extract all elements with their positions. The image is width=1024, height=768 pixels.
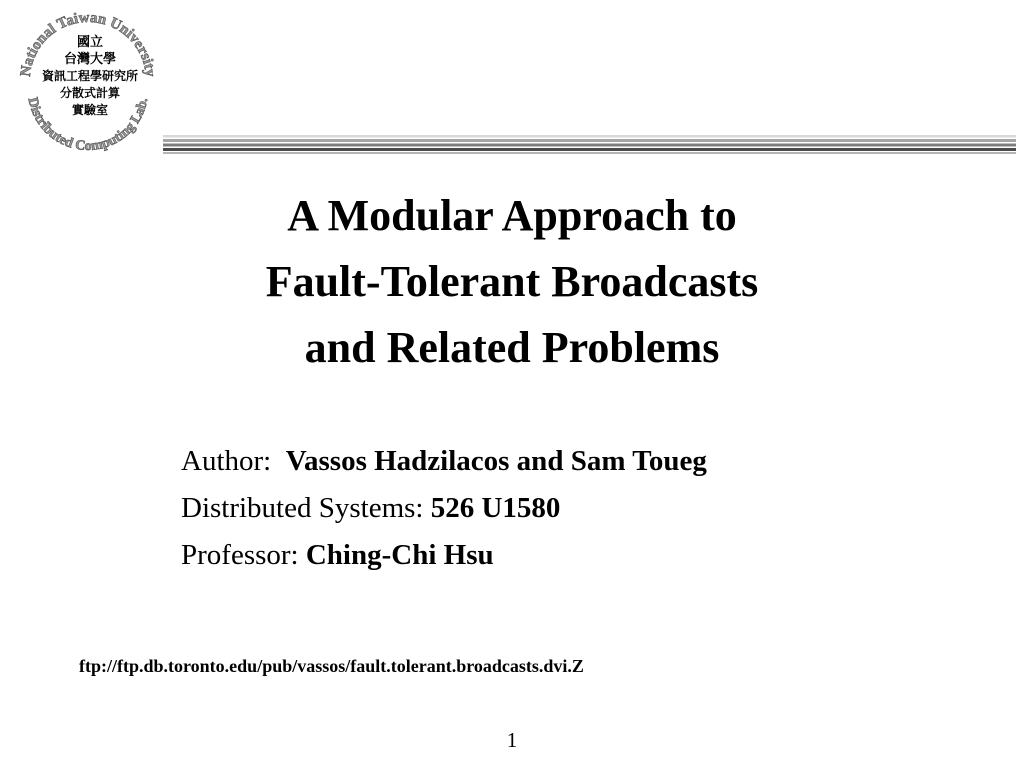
slide-meta [181,438,707,579]
svg-text:實驗室: 實驗室 [71,103,109,117]
svg-text:台灣大學: 台灣大學 [63,52,117,67]
professor-value: Ching-Chi Hsu [305,539,494,571]
professor-row [181,532,707,579]
course-value: 526 U1580 [430,492,561,524]
course-label: Distributed Systems: [181,492,424,524]
author-label: Author: [181,445,272,477]
svg-text:分散式計算: 分散式計算 [59,86,121,100]
professor-label: Professor: [181,539,299,571]
svg-text:國立: 國立 [76,35,104,50]
author-value: Vassos Hadzilacos and Sam Toueg [285,445,707,477]
page-number: 1 [506,728,518,752]
course-row [181,485,707,532]
svg-text:資訊工程學研究所: 資訊工程學研究所 [41,69,139,83]
lab-logo-emblem [8,2,168,162]
title-line-2: Fault-Tolerant Broadcasts [265,257,759,306]
slide-title [0,183,1024,381]
svg-text:National Taiwan University: National Taiwan University [17,9,158,78]
svg-text:Distributed Computing Lab.: Distributed Computing Lab. [24,96,152,155]
lab-logo [8,2,168,162]
title-line-3: and Related Problems [304,323,720,372]
header-rules [163,135,1016,155]
author-row [181,438,707,485]
title-line-1: A Modular Approach to [287,191,737,240]
ftp-link[interactable]: ftp://ftp.db.toronto.edu/pub/vassos/fault.tolerant.broadcasts.dvi.Z [79,656,584,676]
